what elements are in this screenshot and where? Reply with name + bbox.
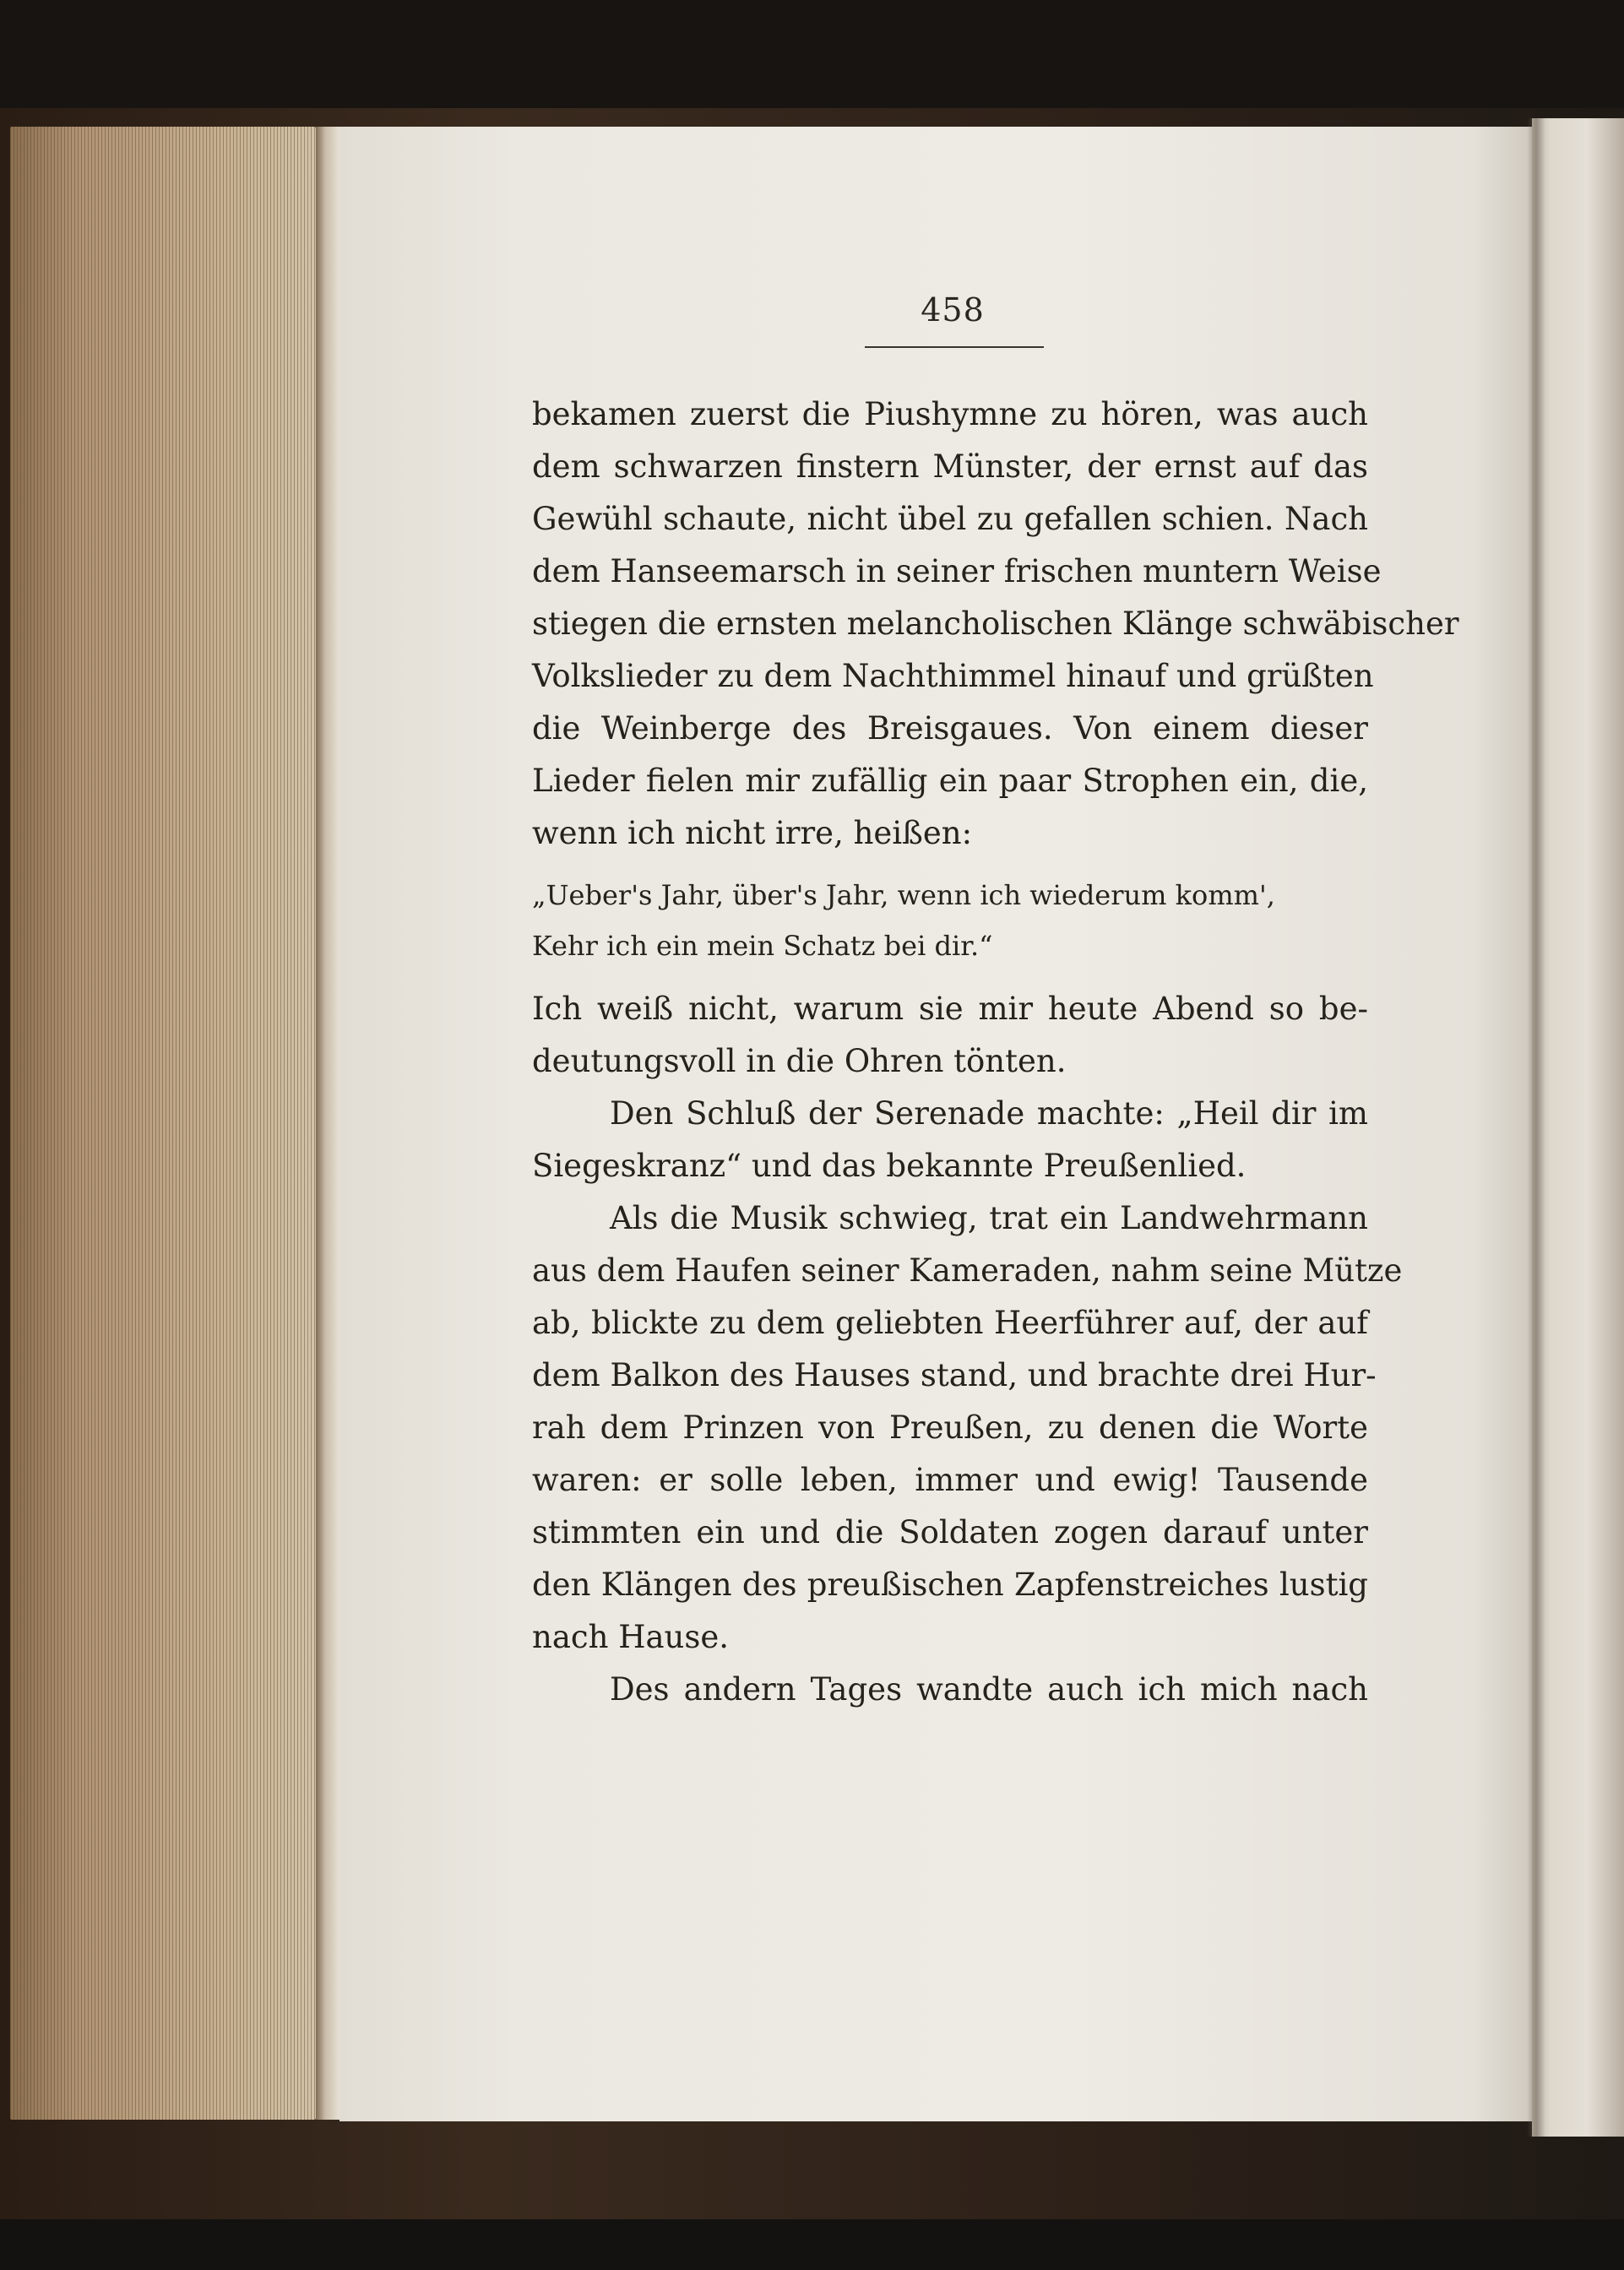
text-line: nach Hause. [532,1619,730,1655]
book-gutter [1527,118,1545,2137]
paragraph-4 [532,1192,1403,1664]
text-line: wenn ich nicht irre, heißen: [532,815,973,851]
text-line: Gewühl schaute, nicht übel zu gefallen schien. Nach [532,501,1368,537]
page-block-edges [10,127,316,2120]
text-line: Als die Musik schwieg, trat ein Landwehrmann [610,1200,1368,1236]
text-line: bekamen zuerst die Piushymne zu hören, was auch [532,396,1368,432]
text-line: Volkslieder zu dem Nachthimmel hinauf und grüßten [532,658,1374,694]
text-line: waren: er solle leben, immer und ewig! Tausende [532,1462,1368,1498]
text-line: rah dem Prinzen von Preußen, zu denen die Worte [532,1409,1368,1446]
paragraph-5 [532,1664,1368,1716]
page-edge-shadow [316,127,339,2120]
right-page-sliver [1532,118,1624,2137]
text-line: dem Balkon des Hauses stand, und brachte drei Hur- [532,1357,1377,1393]
page-text [532,388,1459,1716]
text-line: Den Schluß der Serenade machte: „Heil dir im [610,1095,1368,1132]
text-line: stiegen die ernsten melancholischen Klänge schwäbischer [532,606,1459,642]
text-line: dem schwarzen finstern Münster, der ernst auf das [532,448,1368,485]
header-rule [865,346,1044,348]
text-line: deutungsvoll in die Ohren tönten. [532,1043,1067,1079]
paragraph-1 [532,388,1459,860]
text-line: stimmten ein und die Soldaten zogen darauf unter [532,1514,1368,1550]
text-line: Ich weiß nicht, warum sie mir heute Abend so be- [532,991,1368,1027]
text-line: die Weinberge des Breisgaues. Von einem dieser [532,710,1368,747]
text-line: aus dem Haufen seiner Kameraden, nahm seine Mütze [532,1252,1403,1289]
spacer [532,971,1368,983]
spacer [532,860,1368,870]
verse-line: Kehr ich ein mein Schatz bei dir.“ [532,930,993,962]
text-line: Siegeskranz“ und das bekannte Preußenlied. [532,1148,1247,1184]
verse-quote [532,870,1368,971]
text-line: Des andern Tages wandte auch ich mich nach [610,1671,1368,1708]
text-line: Lieder fielen mir zufällig ein paar Strophen ein, die, [532,763,1368,799]
text-line: dem Hanseemarsch in seiner frischen muntern Weise [532,553,1382,589]
paragraph-3 [532,1088,1368,1192]
text-line: ab, blickte zu dem geliebten Heerführer auf, der auf [532,1305,1368,1341]
verse-line: „Ueber's Jahr, über's Jahr, wenn ich wiederum komm', [532,879,1275,911]
page-number: 458 [921,291,985,329]
text-line: den Klängen des preußischen Zapfenstreiches lustig [532,1567,1368,1603]
paragraph-2 [532,983,1368,1088]
